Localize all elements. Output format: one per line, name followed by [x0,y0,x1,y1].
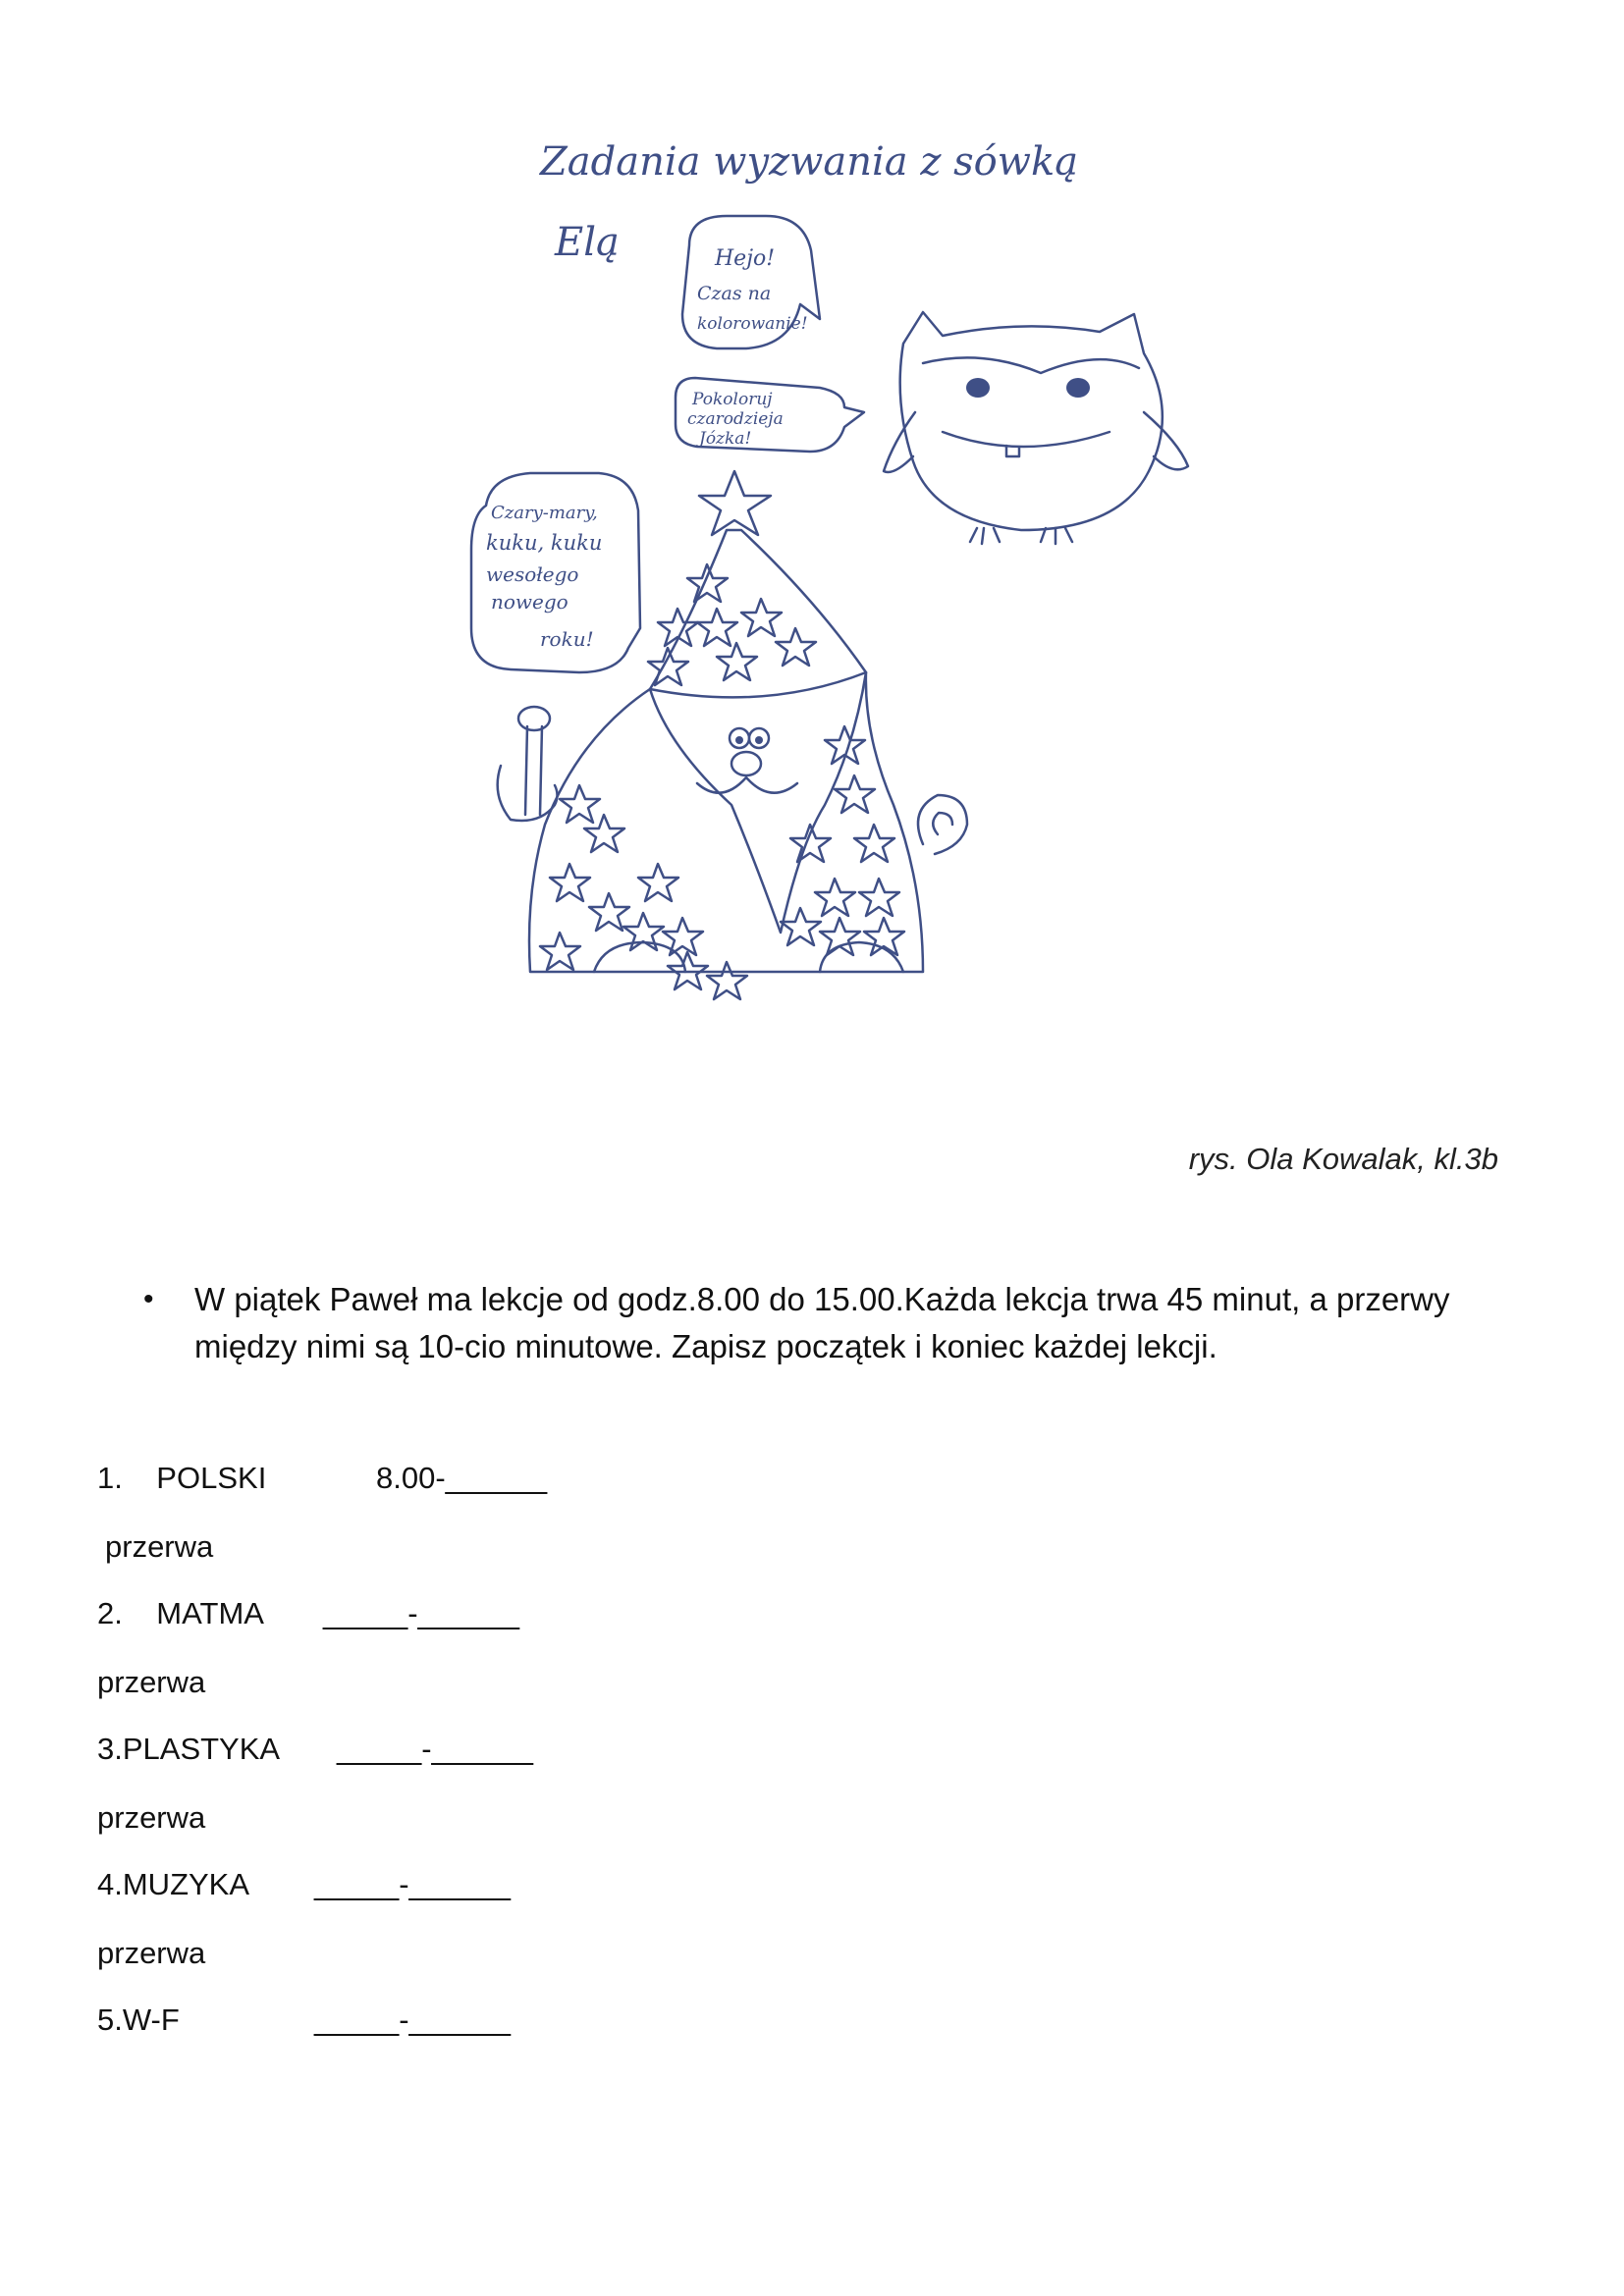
lesson-name: 1. POLSKI [97,1461,267,1495]
drawing-title-line1: Zadania wyzwania z sówką [540,139,1079,185]
break-label: przerwa [97,1665,206,1699]
wizard-bubble-line1: Czary-mary, [491,503,598,523]
wizard-bubble-line5: roku! [540,627,594,651]
task-bubble-line2: czarodzieja [687,409,784,429]
lesson-time-field[interactable]: _____-______ [314,2002,511,2037]
lesson-name: 5.W-F [97,2002,180,2037]
lesson-name: 3.PLASTYKA [97,1732,281,1766]
wizard-robe [529,672,923,972]
wizard-bubble-line3: wesołego [486,562,579,586]
task-text: W piątek Paweł ma lekcje od godz.8.00 do 15.00.Każda lekcja trwa 45 minut, a przerwy między nimi są 10-cio minutowe. Zapisz początek i koniec każdej lekcji. [194,1281,1450,1364]
owl-left-eye [966,378,990,398]
hat-star-icon [699,471,771,535]
owl-bubble-line2: Czas na [697,283,772,304]
break-label: przerwa [97,1936,206,1970]
break-label: przerwa [105,1529,214,1564]
robe-stars [540,564,904,999]
owl-bubble-line1: Hejo! [715,246,776,271]
task-bubble-line1: Pokoloruj [692,390,773,409]
drawing-caption: rys. Ola Kowalak, kl.3b [1188,1142,1498,1176]
wizard-bubble-line2: kuku, kuku [486,531,603,555]
lesson-time-field[interactable]: _____-______ [337,1732,533,1766]
owl-icon [884,312,1188,544]
lesson-time-field[interactable]: 8.00-______ [376,1461,548,1495]
lesson-name: 2. MATMA [97,1596,264,1630]
wizard-owl-drawing [432,118,1218,1021]
wand-icon [525,726,542,815]
bullet-icon: • [143,1283,154,1315]
drawing-svg [432,118,1218,1021]
right-foot [820,942,903,972]
lesson-time-field[interactable]: _____-______ [323,1596,519,1630]
lesson-time-field[interactable]: _____-______ [314,1867,511,1901]
wizard-hat [650,530,866,697]
drawing-title-line2: Elą [555,220,620,265]
wizard-beard [650,672,866,933]
task-bubble-line3: Józka! [699,429,752,449]
lesson-name: 4.MUZYKA [97,1867,250,1901]
owl-bubble-line3: kolorowanie! [697,314,808,334]
owl-right-eye [1066,378,1090,398]
break-label: przerwa [97,1800,206,1835]
wizard-bubble-line4: nowego [491,590,568,614]
spiral-ball-icon [918,795,967,854]
